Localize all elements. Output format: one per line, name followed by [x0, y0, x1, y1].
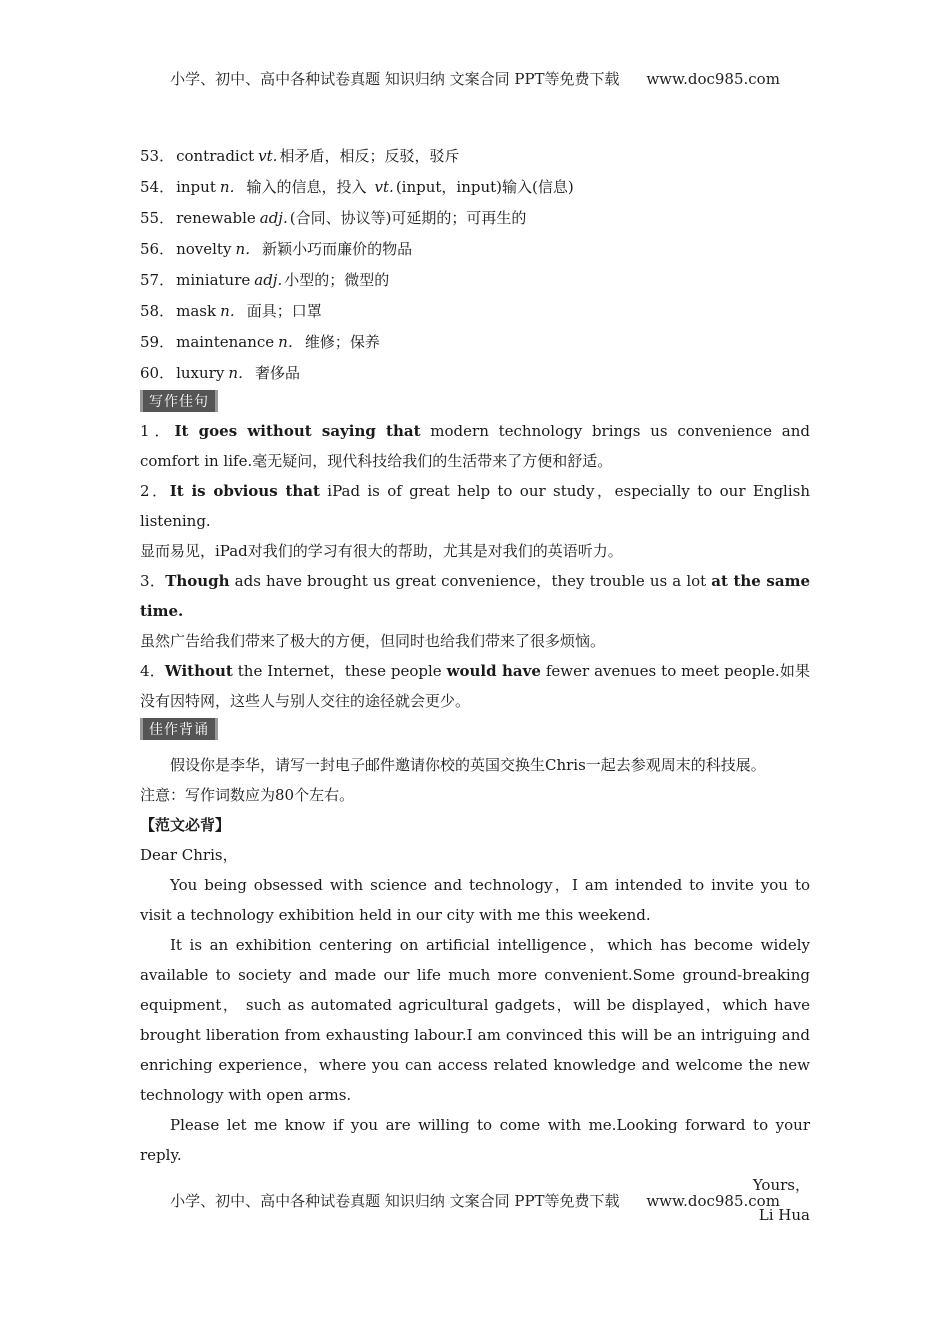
footer-text: 小学、初中、高中各种试卷真题 知识归纳 文案合同 PPT等免费下载: [170, 1192, 620, 1210]
vocab-item: [140, 202, 810, 233]
vocab-word: luxury: [176, 363, 225, 382]
writing-note: 注意：写作词数应为80个左右。: [140, 786, 355, 804]
vocab-pos: adj.: [259, 208, 288, 227]
vocab-pos: vt.: [258, 146, 278, 165]
vocab-num: 54．: [140, 177, 175, 196]
vocab-word: mask: [176, 301, 217, 320]
section-title-sentences: 写作佳句: [140, 390, 218, 412]
sentence-item: 2．It is obvious that iPad is of great help to our study，especially to our English listening.: [140, 482, 811, 530]
vocab-pos: n．: [278, 332, 303, 351]
vocab-meaning: 面具；口罩: [246, 301, 322, 320]
vocab-word: input: [176, 177, 216, 196]
vocab-item: [140, 233, 810, 264]
vocab-word: contradict: [176, 146, 255, 165]
vocab-item: [140, 295, 810, 326]
vocab-meaning: 新颖小巧而廉价的物品: [262, 239, 413, 258]
vocab-word: novelty: [176, 239, 232, 258]
header-text: 小学、初中、高中各种试卷真题 知识归纳 文案合同 PPT等免费下载: [170, 70, 620, 88]
vocab-num: 57．: [140, 270, 175, 289]
sentence-item: 3．Though ads have brought us great convenience，they trouble us a lot at the same time.: [140, 572, 810, 620]
footer-site[interactable]: www.doc985.com: [646, 1192, 780, 1210]
sentence-item: 1．It goes without saying that modern technology brings us convenience and comfort in life.毫无疑问，现代科技给我们的生活带来了方便和舒适。: [140, 422, 811, 470]
vocab-pos: n．: [228, 363, 253, 382]
page-footer: [0, 1190, 950, 1211]
vocab-meaning: 输入的信息，投入: [246, 177, 367, 196]
letter-greeting: Dear Chris，: [140, 846, 238, 864]
letter-signature: Li Hua: [758, 1206, 810, 1224]
vocab-item: [140, 140, 810, 171]
vocab-item: [140, 326, 810, 357]
model-label: 【范文必背】: [140, 816, 231, 834]
sentence-translation: 显而易见，iPad对我们的学习有很大的帮助，尤其是对我们的英语听力。: [140, 542, 623, 560]
vocab-meaning: (input，input)输入(信息): [395, 177, 574, 196]
vocab-meaning: 小型的；微型的: [284, 270, 390, 289]
vocab-word: miniature: [176, 270, 251, 289]
letter-paragraph-3: Please let me know if you are willing to come with me.Looking forward to your reply.: [140, 1116, 810, 1164]
section-title-model: 佳作背诵: [140, 718, 218, 740]
letter-closing: Yours，: [752, 1176, 810, 1194]
vocab-pos: adj.: [254, 270, 283, 289]
writing-prompt: 假设你是李华，请写一封电子邮件邀请你校的英国交换生Chris一起去参观周末的科技展。: [170, 756, 766, 774]
vocab-list: [140, 140, 810, 388]
vocab-meaning: 维修；保养: [304, 332, 380, 351]
vocab-item: [140, 171, 810, 202]
letter-paragraph-1: You being obsessed with science and technology，I am intended to invite you to visit a technology exhibition held in our city with me this weekend.: [140, 876, 810, 924]
header-site[interactable]: www.doc985.com: [646, 70, 780, 88]
vocab-pos: n．: [235, 239, 261, 258]
vocab-item: [140, 357, 810, 388]
vocab-word: maintenance: [176, 332, 275, 351]
vocab-word: renewable: [176, 208, 256, 227]
document-body: [140, 140, 810, 1230]
sentence-item: 4．Without the Internet，these people would have fewer avenues to meet people.如果没有因特网，这些人与别人交往的途径就会更少。: [140, 662, 810, 710]
vocab-num: 58．: [140, 301, 175, 320]
vocab-num: 55．: [140, 208, 175, 227]
sentence-translation: 虽然广告给我们带来了极大的方便，但同时也给我们带来了很多烦恼。: [140, 632, 606, 650]
vocab-meaning: 奢侈品: [255, 363, 301, 382]
page-header: [0, 68, 950, 89]
vocab-num: 60．: [140, 363, 175, 382]
vocab-num: 53．: [140, 146, 175, 165]
vocab-num: 56．: [140, 239, 175, 258]
vocab-meaning: (合同、协议等)可延期的；可再生的: [289, 208, 527, 227]
letter-paragraph-2: It is an exhibition centering on artificial intelligence，which has become widely available to society and made our life much more convenient.Some ground-breaking equipment， such as automated agricultural gadgets，will be displayed，which have brought liberation from exhausting labour.I am convinced this will be an intriguing and enriching experience，where you can access related knowledge and welcome the new technology with open arms.: [140, 936, 810, 1104]
vocab-pos: n．: [220, 301, 245, 320]
vocab-pos: vt.: [374, 177, 394, 196]
vocab-pos: n．: [219, 177, 245, 196]
vocab-item: [140, 264, 810, 295]
sentence-list: [140, 416, 810, 716]
vocab-num: 59．: [140, 332, 175, 351]
vocab-meaning: 相矛盾，相反；反驳，驳斥: [279, 146, 460, 165]
